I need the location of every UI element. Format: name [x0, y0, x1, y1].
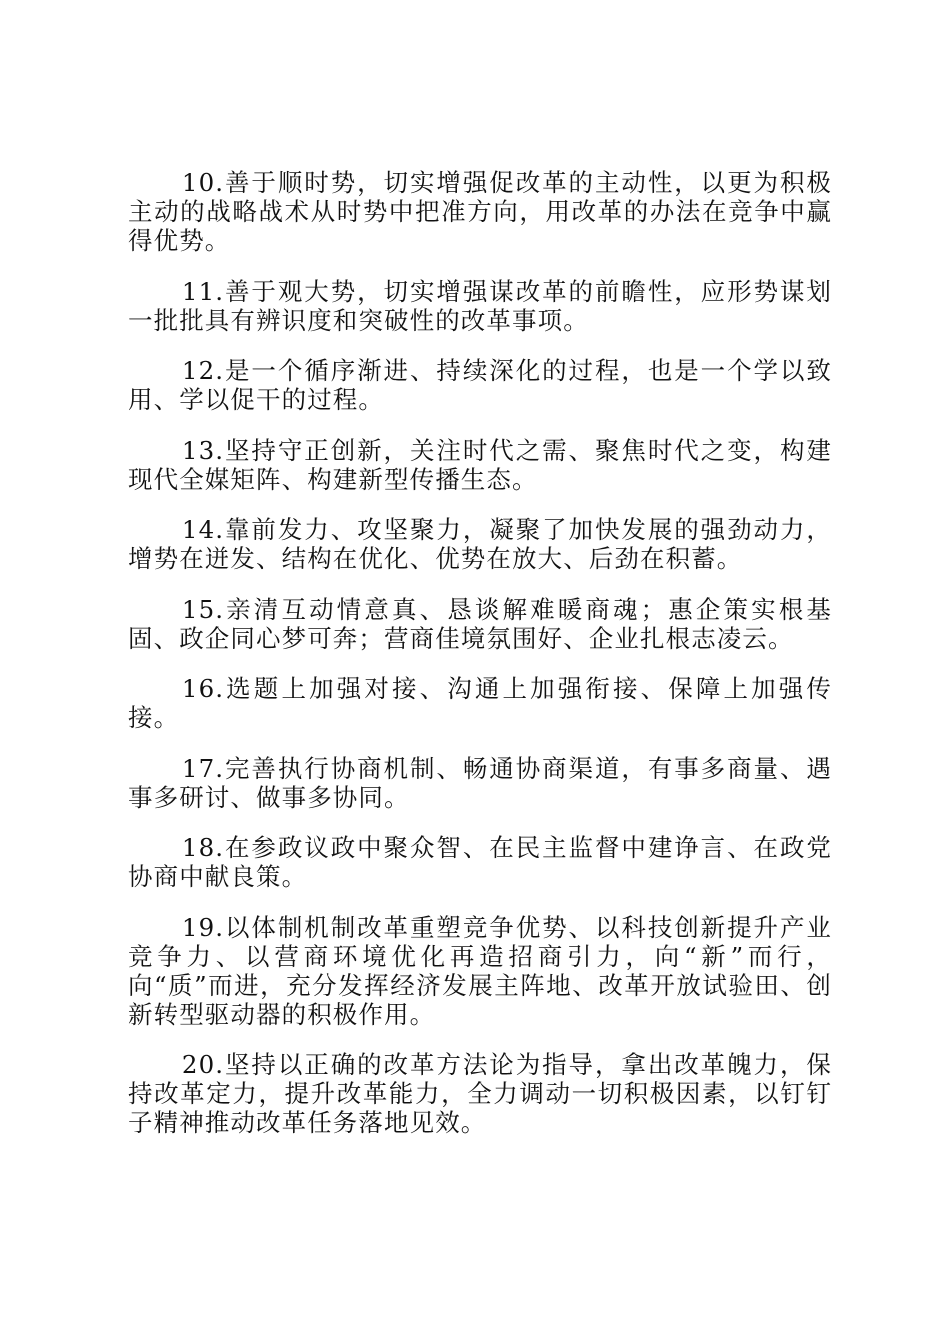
paragraph-19: 19.以体制机制改革重塑竞争优势、以科技创新提升产业竞争力、以营商环境优化再造招商引力，向“新”而行，向“质”而进，充分发挥经济发展主阵地、改革开放试验田、创新转型驱动器的积极作用。 — [128, 912, 832, 1029]
paragraph-20: 20.坚持以正确的改革方法论为指导，拿出改革魄力，保持改革定力，提升改革能力，全力调动一切积极因素，以钉钉子精神推动改革任务落地见效。 — [128, 1050, 832, 1137]
paragraph-14: 14.靠前发力、攻坚聚力，凝聚了加快发展的强劲动力，增势在迸发、结构在优化、优势在放大、后劲在积蓄。 — [128, 515, 832, 573]
paragraph-13: 13.坚持守正创新，关注时代之需、聚焦时代之变，构建现代全媒矩阵、构建新型传播生态。 — [128, 435, 832, 494]
paragraph-15: 15.亲清互动情意真、恳谈解难暖商魂；惠企策实根基固、政企同心梦可奔；营商佳境氛围好、企业扎根志凌云。 — [128, 594, 832, 653]
paragraph-12: 12.是一个循序渐进、持续深化的过程，也是一个学以致用、学以促干的过程。 — [128, 356, 832, 414]
paragraph-10: 10.善于顺时势，切实增强促改革的主动性，以更为积极主动的战略战术从时势中把准方向，用改革的办法在竞争中赢得优势。 — [128, 168, 832, 255]
paragraph-11: 11.善于观大势，切实增强谋改革的前瞻性，应形势谋划一批批具有辨识度和突破性的改革事项。 — [128, 276, 832, 335]
paragraph-16: 16.选题上加强对接、沟通上加强衔接、保障上加强传接。 — [128, 674, 832, 732]
paragraph-18: 18.在参政议政中聚众智、在民主监督中建诤言、在政党协商中献良策。 — [128, 833, 832, 891]
document-page — [128, 168, 832, 1159]
paragraph-17: 17.完善执行协商机制、畅通协商渠道，有事多商量、遇事多研讨、做事多协同。 — [128, 753, 832, 812]
